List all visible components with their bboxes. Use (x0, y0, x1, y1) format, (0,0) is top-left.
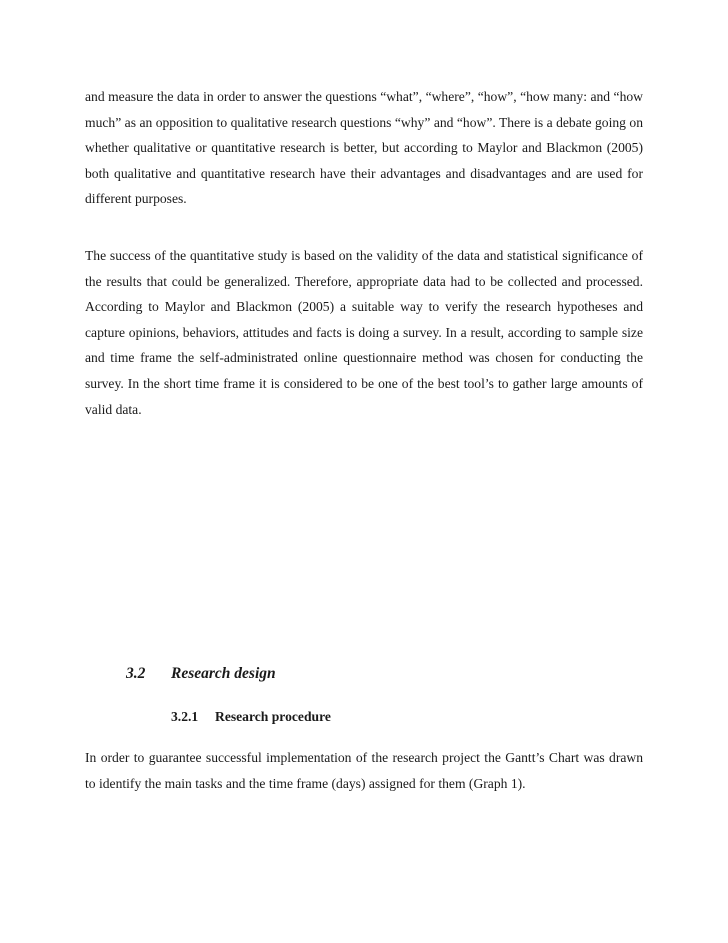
subsection-number: 3.2.1 (171, 709, 199, 724)
paragraph-quantitative-study: The success of the quantitative study is based on the validity of the data and statistical significance of the results that could be generalized. Therefore, appropriate data had to be collected and processed. According to Maylor and Blackmon (2005) a suitable way to verify the research hypotheses and capture opinions, behaviors, attitudes and facts is doing a survey. In a result, according to sample size and time frame the self-administrated online questionnaire method was chosen for conducting the survey. In the short time frame it is considered to be one of the best tool’s to gather large amounts of valid data. (85, 248, 643, 417)
section-number: 3.2 (126, 665, 146, 682)
section-heading-research-design (126, 662, 276, 686)
paragraph-intro-continuation: and measure the data in order to answer the questions “what”, “where”, “how”, “how many: and “how much” as an opposition to qualitative research questions “why” and “how”. There is a debate going on whether qualitative or quantitative research is better, but according to Maylor and Blackmon (2005) both qualitative and quantitative research have their advantages and disadvantages and are used for different purposes. (85, 89, 643, 207)
paragraph-research-procedure: In order to guarantee successful implementation of the research project the Gantt’s Chart was drawn to identify the main tasks and the time frame (days) assigned for them (Graph 1). (85, 750, 643, 791)
subsection-title: Research procedure (215, 709, 331, 724)
subsection-heading-research-procedure (171, 706, 331, 728)
section-title: Research design (171, 665, 276, 682)
